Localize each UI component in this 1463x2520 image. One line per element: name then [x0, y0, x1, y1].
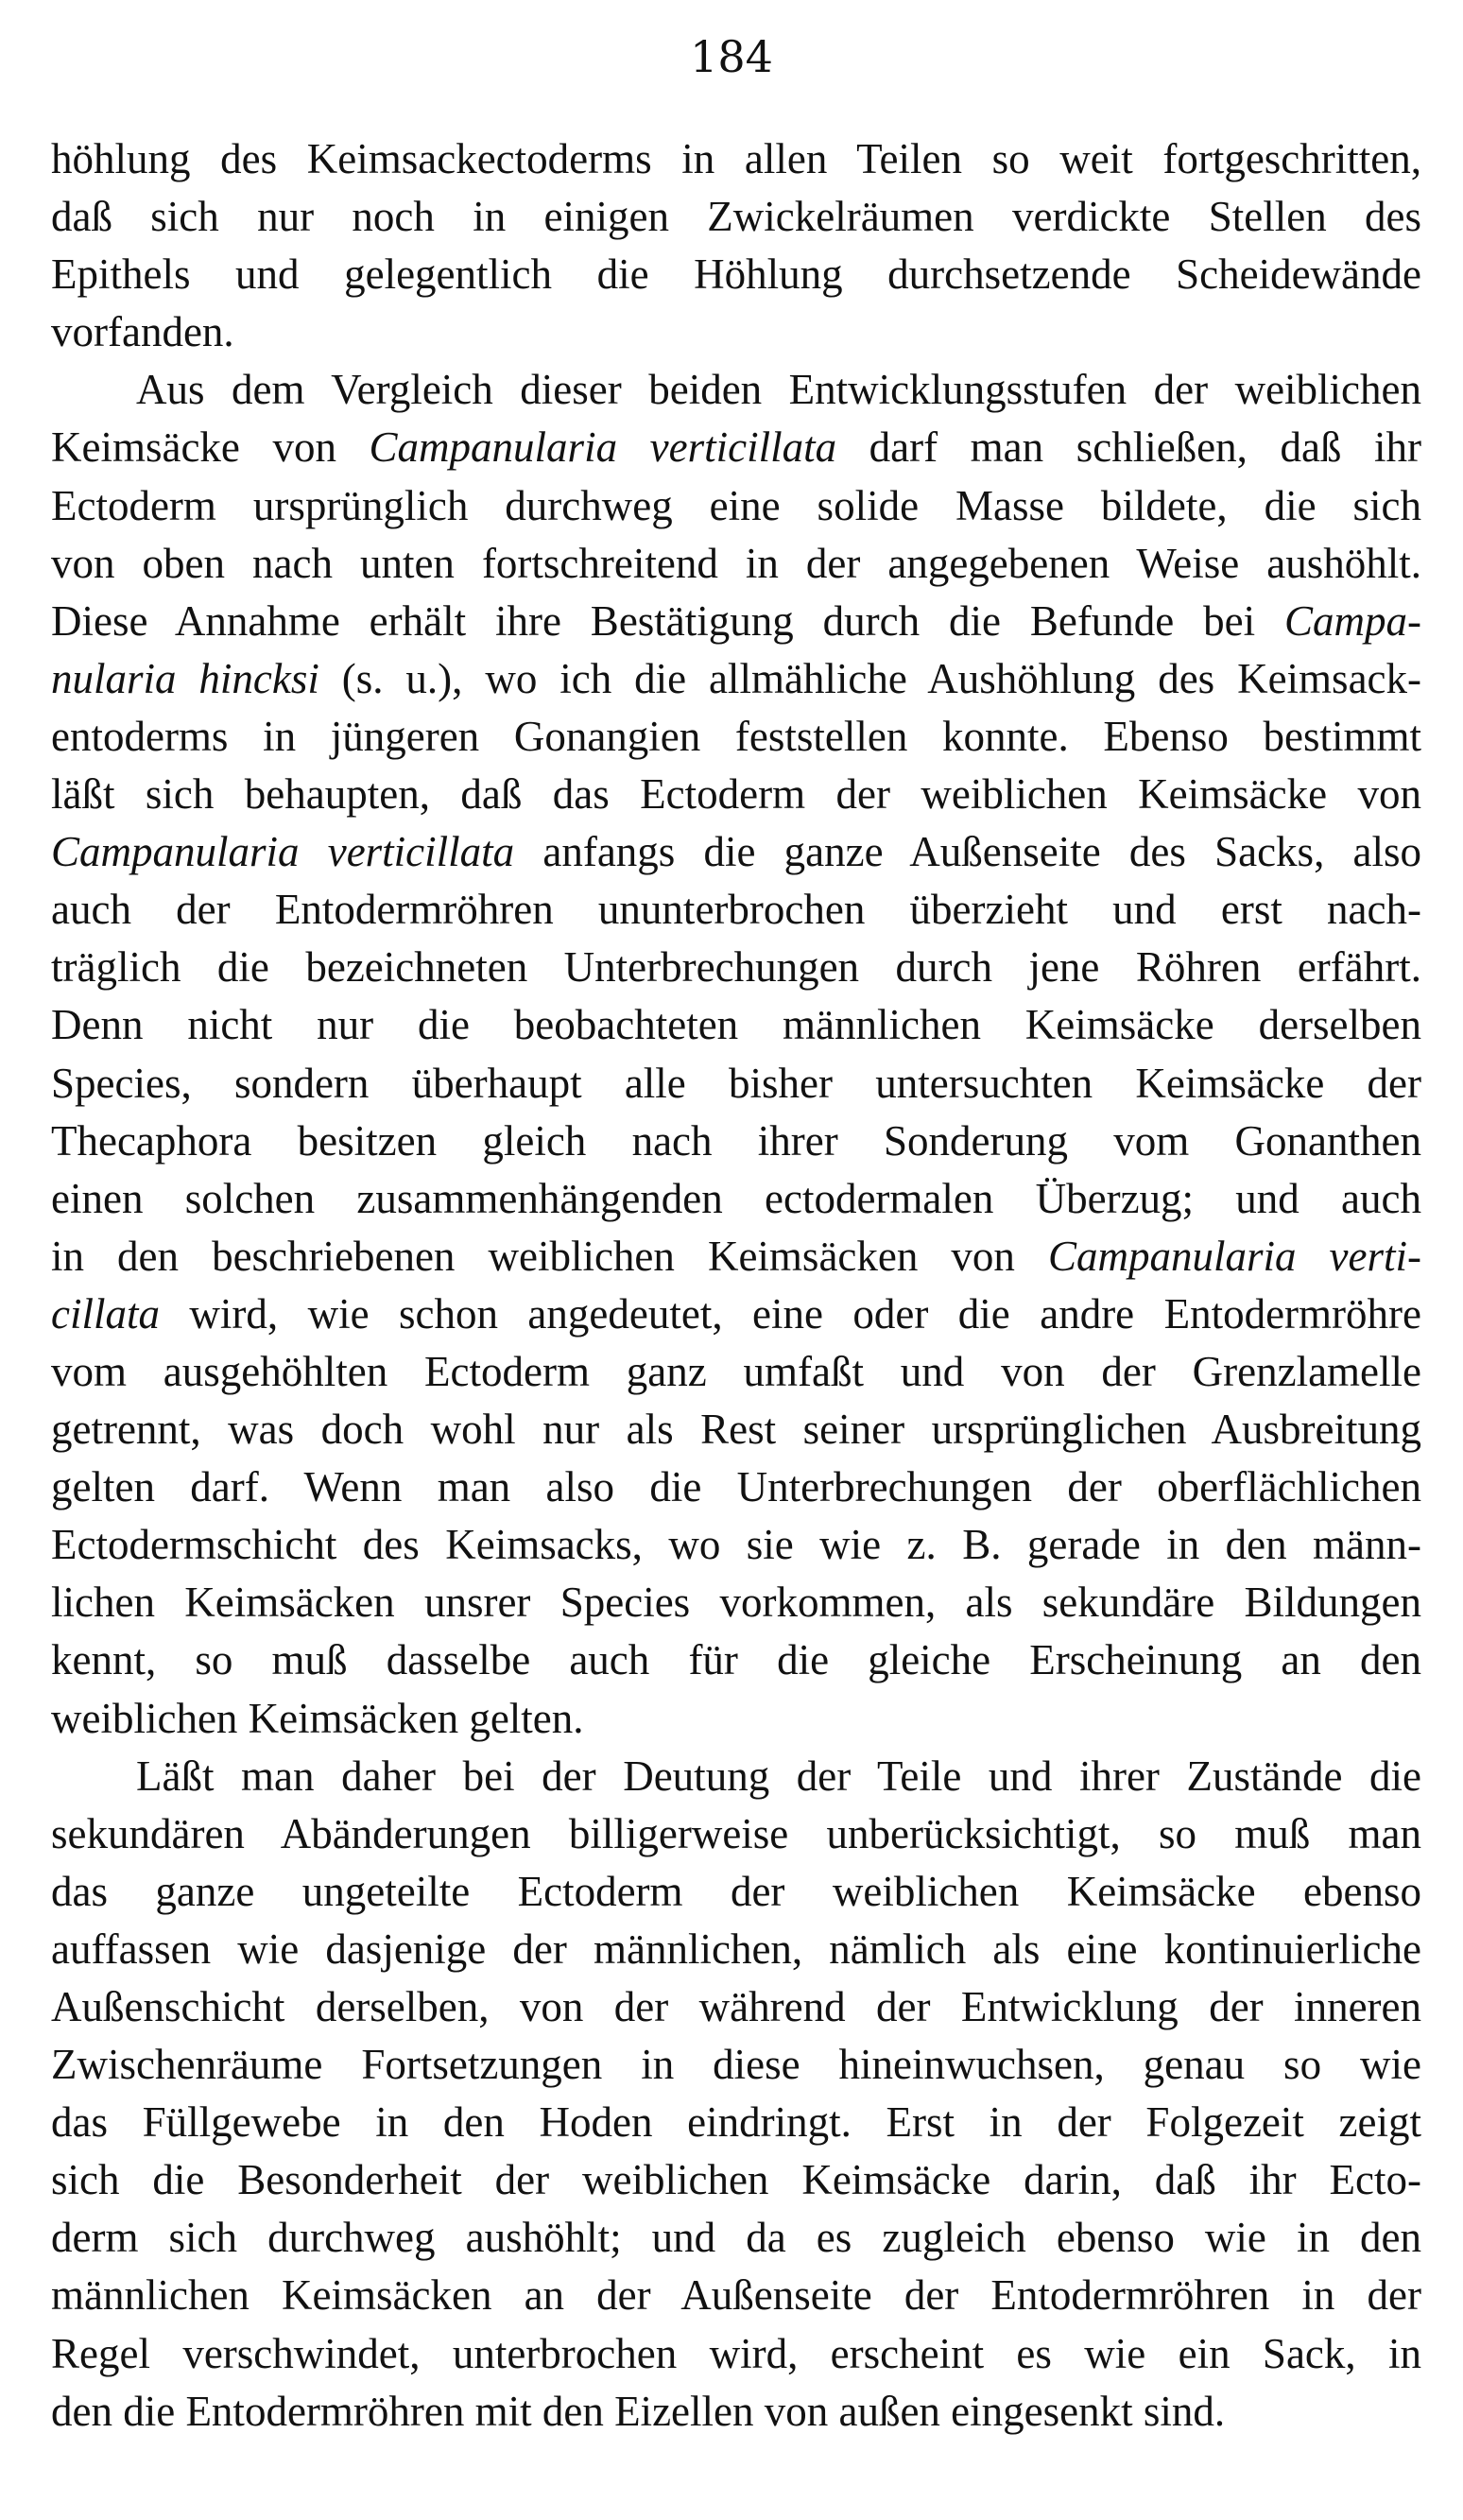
text-segment: Aus dem Vergleich dieser beiden Entwicklungsstufen der weiblichen — [136, 366, 1421, 414]
text-line — [51, 2151, 1421, 2209]
body-text — [51, 130, 1421, 2441]
text-segment: getrennt, was doch wohl nur als Rest seiner ursprünglichen Ausbreitung — [51, 1406, 1421, 1454]
text-line — [51, 361, 1421, 419]
text-segment: (s. u.), wo ich die allmähliche Aushöhlung des Keimsack- — [318, 654, 1421, 702]
text-line — [51, 1516, 1421, 1574]
text-line — [51, 593, 1421, 650]
italic-species-name: Campanularia verti- — [1047, 1232, 1421, 1280]
text-segment: das ganze ungeteilte Ectoderm der weiblichen Keimsäcke ebenso — [51, 1867, 1421, 1915]
text-line — [51, 1978, 1421, 2036]
text-segment: vorfanden. — [51, 308, 234, 356]
text-segment: kennt, so muß dasselbe auch für die gleiche Erscheinung an den — [51, 1636, 1421, 1684]
text-line — [51, 708, 1421, 766]
text-line — [51, 477, 1421, 535]
page-number: 184 — [690, 31, 773, 82]
text-segment: darf man schließen, daß ihr — [836, 423, 1421, 472]
text-segment: höhlung des Keimsackectoderms in allen Teilen so weit fortgeschritten, — [51, 135, 1421, 182]
text-line — [51, 1863, 1421, 1921]
text-line — [51, 650, 1421, 708]
text-line — [51, 823, 1421, 881]
text-line — [51, 1574, 1421, 1631]
text-segment: auch der Entodermröhren ununterbrochen überzieht und erst nach- — [51, 886, 1421, 934]
text-segment: gelten darf. Wenn man also die Unterbrechungen der oberflächlichen — [51, 1463, 1421, 1511]
text-segment: Denn nicht nur die beobachteten männlichen Keimsäcke derselben — [51, 1001, 1421, 1049]
text-segment: Thecaphora besitzen gleich nach ihrer Sonderung vom Gonanthen — [51, 1116, 1421, 1165]
text-line — [51, 2383, 1421, 2441]
text-line — [51, 2267, 1421, 2324]
paragraph — [51, 130, 1421, 361]
text-line — [51, 130, 1421, 188]
text-segment: Regel verschwindet, unterbrochen wird, erscheint es wie ein Sack, in — [51, 2329, 1421, 2377]
text-line — [51, 1458, 1421, 1516]
text-segment: wird, wie schon angedeutet, eine oder die andre Entodermröhre — [159, 1289, 1421, 1338]
text-segment: Ectoderm ursprünglich durchweg eine solide Masse bildete, die sich — [51, 481, 1421, 529]
text-line — [51, 2094, 1421, 2151]
text-line — [51, 2036, 1421, 2094]
italic-species-name: Campanularia verticillata — [51, 828, 515, 876]
text-segment: lichen Keimsäcken unsrer Species vorkommen, als sekundäre Bildungen — [51, 1579, 1421, 1627]
text-segment: auffassen wie dasjenige der männlichen, nämlich als eine kontinuierliche — [51, 1925, 1421, 1973]
text-line — [51, 1055, 1421, 1113]
text-line — [51, 188, 1421, 246]
text-line — [51, 1690, 1421, 1748]
text-segment: anfangs die ganze Außenseite des Sacks, also — [514, 828, 1421, 876]
italic-species-name: cillata — [51, 1289, 160, 1338]
text-segment: einen solchen zusammenhängenden ectodermalen Überzug; und auch — [51, 1174, 1421, 1222]
text-segment: weiblichen Keimsäcken gelten. — [51, 1694, 584, 1742]
text-line — [51, 1286, 1421, 1343]
text-segment: derm sich durchweg aushöhlt; und da es zugleich ebenso wie in den — [51, 2214, 1421, 2262]
text-line — [51, 996, 1421, 1054]
text-segment: Diese Annahme erhält ihre Bestätigung durch die Befunde bei — [51, 596, 1284, 645]
text-line — [51, 2209, 1421, 2267]
paragraph — [51, 361, 1421, 1747]
text-line — [51, 766, 1421, 823]
text-line — [51, 1748, 1421, 1805]
text-segment: Zwischenräume Fortsetzungen in diese hineinwuchsen, genau so wie — [51, 2041, 1421, 2089]
paragraph — [51, 1748, 1421, 2441]
text-segment: Species, sondern überhaupt alle bisher untersuchten Keimsäcke der — [51, 1059, 1421, 1107]
text-line — [51, 1170, 1421, 1228]
text-segment: Ectodermschicht des Keimsacks, wo sie wie z. B. gerade in den männ- — [51, 1521, 1421, 1569]
text-line — [51, 2325, 1421, 2383]
italic-species-name: nularia hincksi — [51, 654, 319, 702]
text-segment: läßt sich behaupten, daß das Ectoderm der weiblichen Keimsäcke von — [51, 770, 1421, 819]
text-line — [51, 1401, 1421, 1458]
italic-species-name: Campa- — [1284, 596, 1421, 645]
italic-species-name: Campanularia verticillata — [369, 423, 837, 472]
text-line — [51, 303, 1421, 361]
text-segment: sekundären Abänderungen billigerweise unberücksichtigt, so muß man — [51, 1809, 1421, 1857]
text-segment: Keimsäcke von — [51, 423, 370, 472]
text-segment: männlichen Keimsäcken an der Außenseite der Entodermröhren in der — [51, 2271, 1421, 2320]
text-line — [51, 246, 1421, 303]
text-segment: daß sich nur noch in einigen Zwickelräumen verdickte Stellen des — [51, 193, 1421, 241]
text-segment: Epithels und gelegentlich die Höhlung durchsetzende Scheidewände — [51, 250, 1421, 299]
text-segment: träglich die bezeichneten Unterbrechungen durch jene Röhren erfährt. — [51, 943, 1421, 992]
text-line — [51, 1805, 1421, 1863]
text-segment: Läßt man daher bei der Deutung der Teile und ihrer Zustände die — [136, 1752, 1421, 1800]
text-segment: von oben nach unten fortschreitend in der angegebenen Weise aushöhlt. — [51, 539, 1421, 587]
text-line — [51, 1921, 1421, 1978]
text-segment: in den beschriebenen weiblichen Keimsäcken von — [51, 1232, 1048, 1280]
text-line — [51, 1343, 1421, 1401]
text-line — [51, 1228, 1421, 1286]
text-line — [51, 939, 1421, 996]
text-line — [51, 419, 1421, 476]
text-line — [51, 1631, 1421, 1689]
text-line — [51, 1113, 1421, 1170]
text-line — [51, 535, 1421, 593]
text-segment: den die Entodermröhren mit den Eizellen von außen eingesenkt sind. — [51, 2387, 1226, 2435]
text-segment: das Füllgewebe in den Hoden eindringt. Erst in der Folgezeit zeigt — [51, 2098, 1421, 2147]
text-segment: sich die Besonderheit der weiblichen Keimsäcke darin, daß ihr Ecto- — [51, 2156, 1421, 2204]
text-segment: entoderms in jüngeren Gonangien feststellen konnte. Ebenso bestimmt — [51, 712, 1421, 760]
text-segment: Außenschicht derselben, von der während der Entwicklung der inneren — [51, 1983, 1421, 2030]
text-line — [51, 881, 1421, 939]
text-segment: vom ausgehöhlten Ectoderm ganz umfaßt und von der Grenzlamelle — [51, 1347, 1421, 1395]
